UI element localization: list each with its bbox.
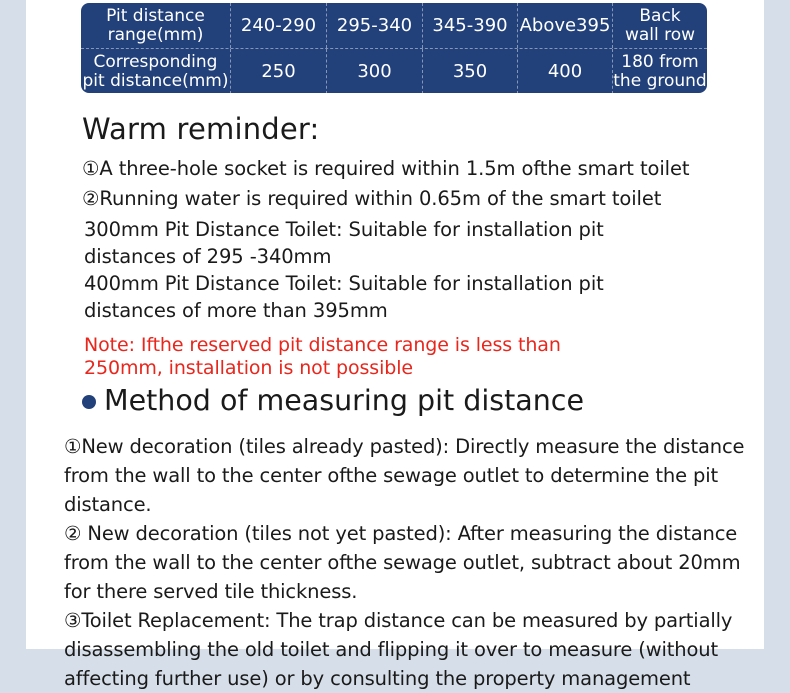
reminder-line: ②Running water is required within 0.65m of the smart toilet	[82, 187, 662, 210]
method-heading	[82, 384, 584, 417]
cell-line: 180 from	[621, 51, 699, 72]
warning-note: Note: Ifthe reserved pit distance range is less than 250mm, installation is not possible	[84, 334, 561, 379]
table-cell: 240-290	[230, 3, 326, 48]
reminder-paragraph: 300mm Pit Distance Toilet: Suitable for installation pit distances of 295 -340mm	[84, 218, 604, 268]
table-cell: 350	[422, 49, 517, 94]
bullet-dot-icon	[82, 395, 96, 409]
row-label-line: Corresponding	[93, 51, 218, 72]
cell-line: wall row	[624, 24, 696, 45]
cell-line: the ground	[613, 70, 707, 91]
table-header-row	[81, 3, 707, 48]
table-value-row	[81, 48, 707, 94]
table-cell: Above395	[517, 3, 612, 48]
cell-line: Back	[639, 5, 681, 26]
reminder-line: ①A three-hole socket is required within 1.5m ofthe smart toilet	[82, 157, 690, 180]
table-cell: 300	[326, 49, 422, 94]
reminder-paragraph: 400mm Pit Distance Toilet: Suitable for installation pit distances of more than 395mm	[84, 272, 604, 322]
table-cell: 345-390	[422, 3, 517, 48]
row-label-line: Pit distance	[106, 5, 205, 26]
row-label-line: pit distance(mm)	[82, 70, 229, 91]
method-steps	[64, 432, 760, 693]
table-cell	[612, 3, 707, 48]
method-title: Method of measuring pit distance	[104, 384, 585, 417]
row-label-line: range(mm)	[107, 24, 204, 45]
method-step: ② New decoration (tiles not yet pasted): After measuring the distance from the wall to the center ofthe sewage outlet, subtract about 20mm for there served tile thickness.	[64, 522, 741, 603]
table-cell: 250	[230, 49, 326, 94]
row-label-cell	[81, 3, 230, 48]
table-cell: 295-340	[326, 3, 422, 48]
method-step: ③Toilet Replacement: The trap distance can be measured by partially disassembling the old toilet and flipping it over to measure (without affecting further use) or by consulting the property management	[64, 609, 733, 690]
method-step: ①New decoration (tiles already pasted): Directly measure the distance from the wall to the center ofthe sewage outlet to determine the pit distance.	[64, 435, 745, 516]
pit-distance-table	[81, 3, 707, 93]
reminder-title: Warm reminder:	[82, 112, 320, 146]
page-content	[26, 0, 764, 690]
table-cell	[612, 49, 707, 94]
table-cell: 400	[517, 49, 612, 94]
row-label-cell	[81, 49, 230, 94]
